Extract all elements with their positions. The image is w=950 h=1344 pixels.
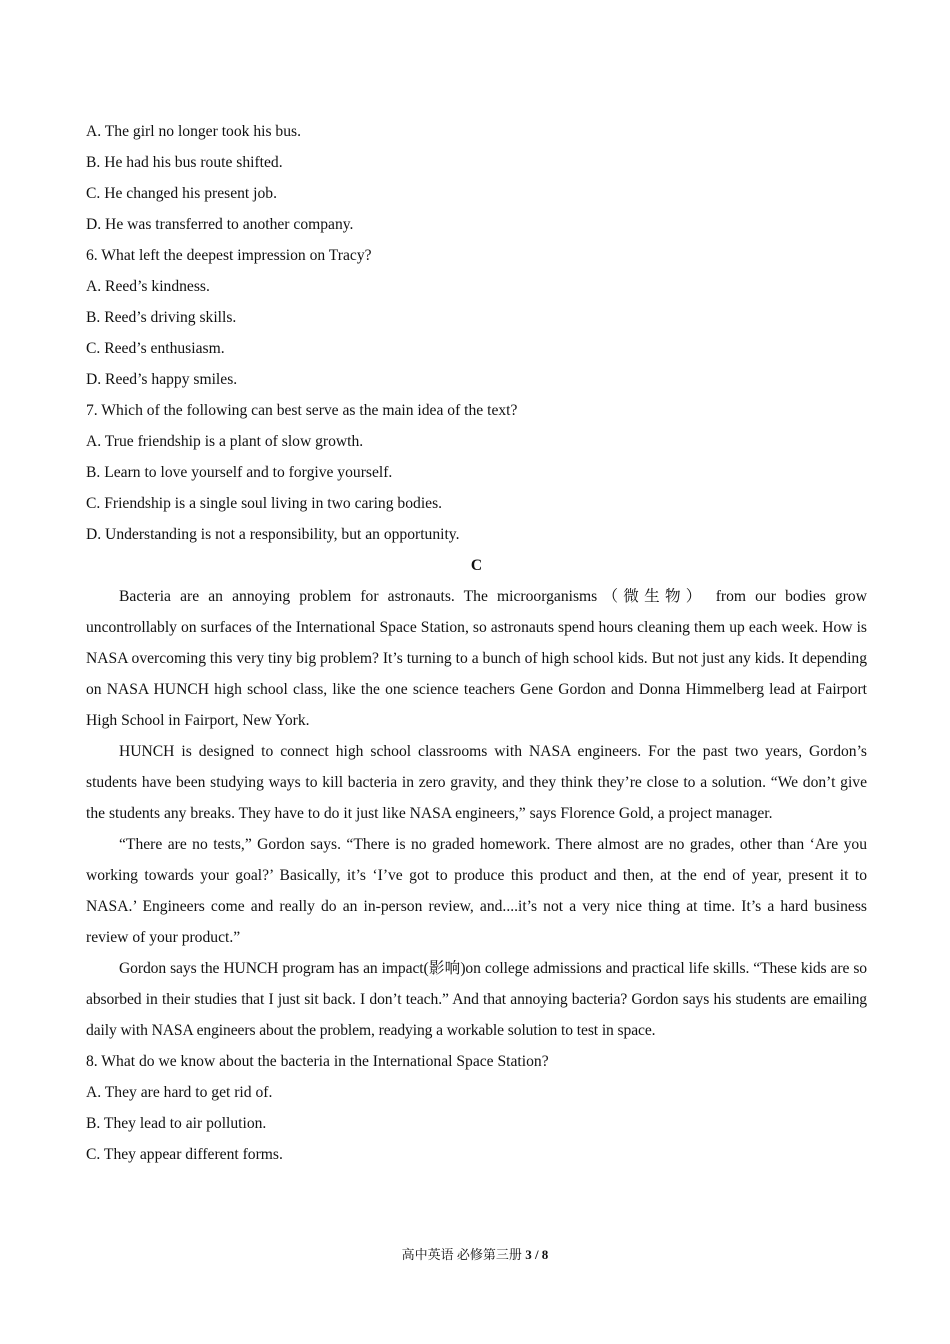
option-6d: D. Reed’s happy smiles. bbox=[86, 371, 238, 388]
option-5c: C. He changed his present job. bbox=[86, 185, 277, 202]
passage-paragraph-3: “There are no tests,” Gordon says. “There is no graded homework. There almost are no grades, other than ‘Are you working towards your goal?’ Basically, it’s ‘I’ve got to produce this product and then, at the end of year, present it to NASA.’ Engineers come and really do an in-person review, and....it’s not a very nice thing at time. It’s a hard business review of your product.” bbox=[86, 836, 867, 946]
question-8: 8. What do we know about the bacteria in the International Space Station? bbox=[86, 1053, 549, 1070]
option-7b: B. Learn to love yourself and to forgive yourself. bbox=[86, 464, 393, 481]
page-content bbox=[86, 116, 867, 1170]
footer-course-title: 高中英语 必修第三册 bbox=[401, 1247, 522, 1262]
option-8c: C. They appear different forms. bbox=[86, 1146, 283, 1163]
page-number: 3 / 8 bbox=[525, 1247, 549, 1262]
question-6: 6. What left the deepest impression on Tracy? bbox=[86, 247, 372, 264]
page-footer bbox=[0, 1246, 950, 1264]
passage-paragraph-2: HUNCH is designed to connect high school classrooms with NASA engineers. For the past two years, Gordon’s students have been studying ways to kill bacteria in zero gravity, and they think they’re close to a solution. “We don’t give the students any breaks. They have to do it just like NASA engineers,” says Florence Gold, a project manager. bbox=[86, 743, 867, 822]
option-6a: A. Reed’s kindness. bbox=[86, 278, 210, 295]
option-6c: C. Reed’s enthusiasm. bbox=[86, 340, 225, 357]
option-7d: D. Understanding is not a responsibility, but an opportunity. bbox=[86, 526, 460, 543]
passage-paragraph-1: Bacteria are an annoying problem for astronauts. The microorganisms（微生物） from our bodies grow uncontrollably on surfaces of the International Space Station, so astronauts spend hours cleaning them up each week. How is NASA overcoming this very tiny big problem? It’s turning to a bunch of high school kids. But not just any kids. It depending on NASA HUNCH high school class, like the one science teachers Gene Gordon and Donna Himmelberg lead at Fairport High School in Fairport, New York. bbox=[86, 588, 867, 729]
option-7a: A. True friendship is a plant of slow growth. bbox=[86, 433, 364, 450]
option-8a: A. They are hard to get rid of. bbox=[86, 1084, 273, 1101]
question-7: 7. Which of the following can best serve as the main idea of the text? bbox=[86, 402, 518, 419]
option-5d: D. He was transferred to another company. bbox=[86, 216, 354, 233]
option-8b: B. They lead to air pollution. bbox=[86, 1115, 267, 1132]
option-7c: C. Friendship is a single soul living in two caring bodies. bbox=[86, 495, 443, 512]
option-5b: B. He had his bus route shifted. bbox=[86, 154, 283, 171]
option-5a: A. The girl no longer took his bus. bbox=[86, 123, 301, 140]
option-6b: B. Reed’s driving skills. bbox=[86, 309, 237, 326]
section-heading: C bbox=[470, 557, 483, 574]
passage-paragraph-4: Gordon says the HUNCH program has an impact(影响)on college admissions and practical life skills. “These kids are so absorbed in their studies that I just sit back. I don’t teach.” And that annoying bacteria? Gordon says his students are emailing daily with NASA engineers about the problem, readying a workable solution to test in space. bbox=[86, 960, 867, 1039]
